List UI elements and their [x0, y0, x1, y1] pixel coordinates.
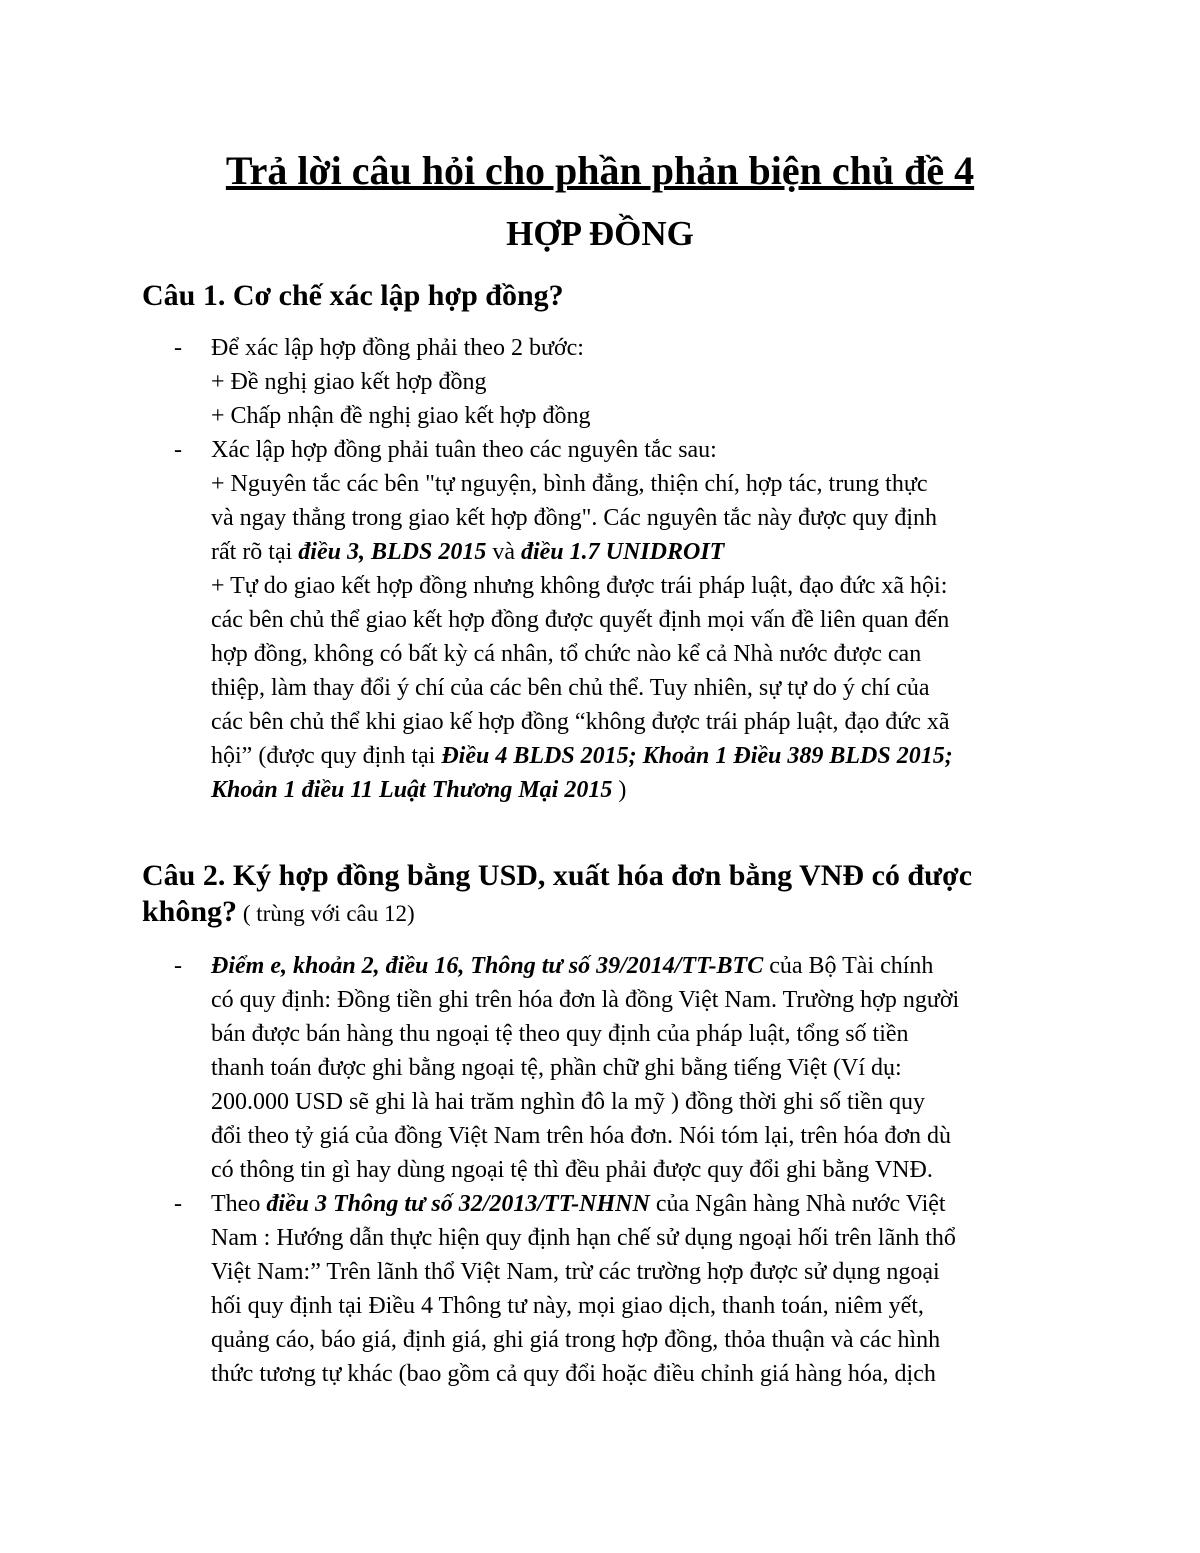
text-line: + Nguyên tắc các bên "tự nguyện, bình đẳng, thiện chí, hợp tác, trung thực	[211, 471, 928, 497]
text-line	[211, 773, 1076, 807]
q2-bullet-1-text	[211, 949, 1076, 1187]
question-2-heading-line: Câu 2. Ký hợp đồng bằng USD, xuất hóa đơn bằng VNĐ có được	[142, 859, 973, 892]
text-line: và ngay thẳng trong giao kết hợp đồng". Các nguyên tắc này được quy định	[211, 505, 938, 531]
text-line: Để xác lập hợp đồng phải theo 2 bước:	[211, 335, 584, 361]
text-line	[211, 739, 1076, 773]
text-line: các bên chủ thể khi giao kế hợp đồng “không được trái pháp luật, đạo đức xã	[211, 709, 950, 735]
text-run: hội” (được quy định tại	[211, 743, 442, 769]
question-2-heading	[142, 858, 1082, 932]
text-run: rất rõ tại	[211, 539, 299, 565]
q1-bullet-1-text	[211, 331, 1076, 433]
text-run: của Bộ Tài chính	[763, 953, 934, 979]
text-line: Nam : Hướng dẫn thực hiện quy định hạn chế sử dụng ngoại hối trên lãnh thổ	[211, 1225, 956, 1251]
text-line: + Đề nghị giao kết hợp đồng	[211, 369, 487, 395]
text-line: có thông tin gì hay dùng ngoại tệ thì đều phải được quy đổi ghi bằng VNĐ.	[211, 1157, 933, 1183]
legal-reference: Khoản 1 điều 11 Luật Thương Mại 2015	[211, 777, 613, 803]
text-line: + Chấp nhận đề nghị giao kết hợp đồng	[211, 403, 591, 429]
bullet-dash: -	[174, 335, 182, 361]
question-1-heading: Câu 1. Cơ chế xác lập hợp đồng?	[142, 279, 564, 312]
text-line: + Tự do giao kết hợp đồng nhưng không được trái pháp luật, đạo đức xã hội:	[211, 573, 948, 599]
document-title: Trả lời câu hỏi cho phần phản biện chủ đề 4	[225, 148, 975, 193]
text-run: )	[612, 777, 627, 803]
bullet-dash: -	[174, 1191, 182, 1217]
q1-bullet-2-text	[211, 433, 1076, 807]
text-run: Theo	[211, 1191, 267, 1217]
text-run: và	[486, 539, 521, 565]
text-line	[211, 949, 1076, 983]
text-line: có quy định: Đồng tiền ghi trên hóa đơn là đồng Việt Nam. Trường hợp người	[211, 987, 960, 1013]
text-line: Việt Nam:” Trên lãnh thổ Việt Nam, trừ các trường hợp được sử dụng ngoại	[211, 1259, 940, 1285]
text-line: 200.000 USD sẽ ghi là hai trăm nghìn đô la mỹ ) đồng thời ghi số tiền quy	[211, 1089, 925, 1115]
text-line: các bên chủ thể giao kết hợp đồng được quyết định mọi vấn đề liên quan đến	[211, 607, 950, 633]
legal-reference: Điều 4 BLDS 2015; Khoản 1 Điều 389 BLDS 2015;	[441, 743, 953, 769]
text-line: hợp đồng, không có bất kỳ cá nhân, tổ chức nào kể cả Nhà nước được can	[211, 641, 922, 667]
text-line: bán được bán hàng thu ngoại tệ theo quy định của pháp luật, tổng số tiền	[211, 1021, 909, 1047]
question-note: ( trùng với câu 12)	[237, 901, 415, 926]
text-line	[211, 1187, 1076, 1221]
text-line: thiệp, làm thay đổi ý chí của các bên chủ thể. Tuy nhiên, sự tự do ý chí của	[211, 675, 930, 701]
text-line: hối quy định tại Điều 4 Thông tư này, mọi giao dịch, thanh toán, niêm yết,	[211, 1293, 924, 1319]
text-line: thanh toán được ghi bằng ngoại tệ, phần chữ ghi bằng tiếng Việt (Ví dụ:	[211, 1055, 902, 1081]
bullet-dash: -	[174, 437, 182, 463]
q2-bullet-2-text	[211, 1187, 1076, 1391]
text-line: đổi theo tỷ giá của đồng Việt Nam trên hóa đơn. Nói tóm lại, trên hóa đơn dù	[211, 1123, 952, 1149]
text-line: thức tương tự khác (bao gồm cả quy đổi hoặc điều chỉnh giá hàng hóa, dịch	[211, 1361, 936, 1387]
document-subtitle: HỢP ĐỒNG	[506, 214, 694, 253]
question-2-heading-line	[142, 894, 1082, 932]
text-run: không?	[142, 895, 238, 928]
legal-reference: Điểm e, khoản 2, điều 16, Thông tư số 39/2014/TT-BTC	[211, 953, 764, 979]
legal-reference: điều 1.7 UNIDROIT	[520, 539, 725, 565]
legal-reference: điều 3, BLDS 2015	[298, 539, 487, 565]
text-line	[211, 535, 1076, 569]
text-line: Xác lập hợp đồng phải tuân theo các nguyên tắc sau:	[211, 437, 717, 463]
bullet-dash: -	[174, 953, 182, 979]
text-line: quảng cáo, báo giá, định giá, ghi giá trong hợp đồng, thỏa thuận và các hình	[211, 1327, 941, 1353]
legal-reference: điều 3 Thông tư số 32/2013/TT-NHNN	[266, 1191, 650, 1217]
text-run: của Ngân hàng Nhà nước Việt	[649, 1191, 946, 1217]
